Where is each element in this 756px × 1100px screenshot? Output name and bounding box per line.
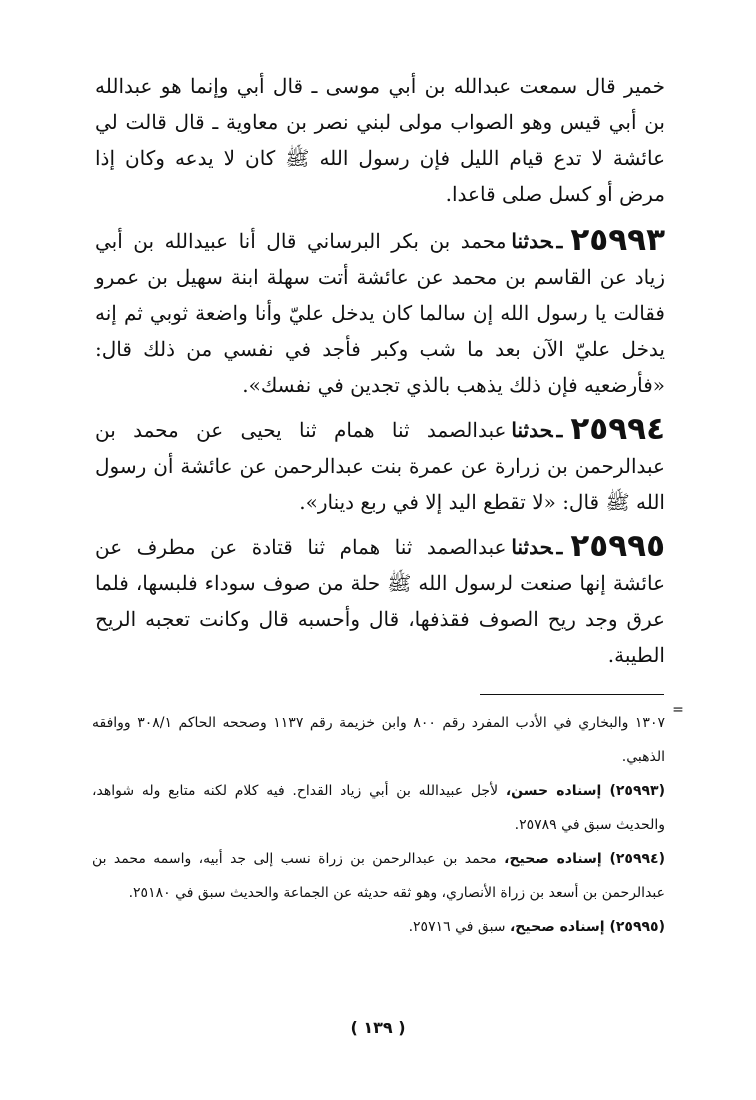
hadith-number: ٢٥٩٩٥ <box>570 528 665 564</box>
footnote-25995 <box>92 910 665 944</box>
footnote-continued <box>92 706 665 774</box>
footnote-25994 <box>92 842 665 910</box>
page-number: ( ١٣٩ ) <box>350 1018 406 1037</box>
hadith-text: عبدالصمد ثنا همام ثنا يحيى عن محمد بن عبدالرحمن بن زرارة عن عمرة بنت عبدالرحمن عن عائشة أن رسول الله ﷺ قال: «لا تقطع اليد إلا في ربع دينار». <box>95 418 665 514</box>
hadith-25993 <box>95 222 665 403</box>
footnote-text: سبق في ٢٥٧١٦. <box>408 919 510 935</box>
footnote-lead: (٢٥٩٩٤) إسناده صحيح، <box>504 851 665 867</box>
footnote-lead: (٢٥٩٩٥) إسناده صحيح، <box>509 919 665 935</box>
footnotes <box>92 706 665 944</box>
footnote-25993 <box>92 774 665 842</box>
footnote-separator <box>480 694 664 695</box>
hadith-label: حدثنا <box>511 229 553 253</box>
hadith-label: حدثنا <box>511 535 553 559</box>
hadith-number: ٢٥٩٩٣ <box>570 222 665 258</box>
footnote-text: محمد بن عبدالرحمن بن زراة نسب إلى جد أبيه، واسمه محمد بن عبدالرحمن بن أسعد بن زراة الأنصاري، وهو ثقه حديثه عن الجماعة والحديث سبق في ٢٥١٨٠. <box>92 851 665 901</box>
footnote-lead: (٢٥٩٩٣) إسناده حسن، <box>505 783 666 799</box>
hadith-text: عبدالصمد ثنا همام ثنا قتادة عن مطرف عن عائشة إنها صنعت لرسول الله ﷺ حلة من صوف سوداء فلبسها، فلما عرق وجد ريح الصوف فقذفها، قال وأحسبه قال وكانت تعجبه الريح الطيبة. <box>95 535 665 667</box>
footnote-text: ١٣٠٧ والبخاري في الأدب المفرد رقم ٨٠٠ وابن خزيمة رقم ١١٣٧ وصححه الحاكم ٣٠٨/١ ووافقه الذهبي. <box>92 715 665 765</box>
main-text <box>95 68 665 681</box>
hadith-dash: ـ <box>556 418 563 442</box>
hadith-dash: ـ <box>556 229 563 253</box>
footnote-text: لأجل عبيدالله بن أبي زياد القداح. فيه كلام لكنه متابع وله شواهد، والحديث سبق في ٢٥٧٨٩. <box>92 783 665 833</box>
continuation-paragraph: خمير قال سمعت عبدالله بن أبي موسى ـ قال أبي وإنما هو عبدالله بن أبي قيس وهو الصواب مولى لبني نصر بن معاوية ـ قال قالت لي عائشة لا تدع قيام الليل فإن رسول الله ﷺ كان لا يدعه وكان إذا مرض أو كسل صلى قاعدا. <box>95 74 665 206</box>
hadith-number: ٢٥٩٩٤ <box>570 411 665 447</box>
footnote-continuation-mark: = <box>672 702 684 718</box>
hadith-25995 <box>95 528 665 673</box>
hadith-25994 <box>95 411 665 520</box>
hadith-text: محمد بن بكر البرساني قال أنا عبيدالله بن أبي زياد عن القاسم بن محمد عن عائشة أتت سهلة ابنة سهيل بن عمرو فقالت يا رسول الله إن سالما كان يدخل عليّ وأنا واضعة ثوبي ثم إنه يدخل عليّ الآن بعد ما شب وكبر فأجد في نفسي من ذلك قال: «فأرضعيه فإن ذلك يذهب بالذي تجدين في نفسك». <box>95 229 665 397</box>
hadith-label: حدثنا <box>511 418 553 442</box>
hadith-dash: ـ <box>556 535 563 559</box>
